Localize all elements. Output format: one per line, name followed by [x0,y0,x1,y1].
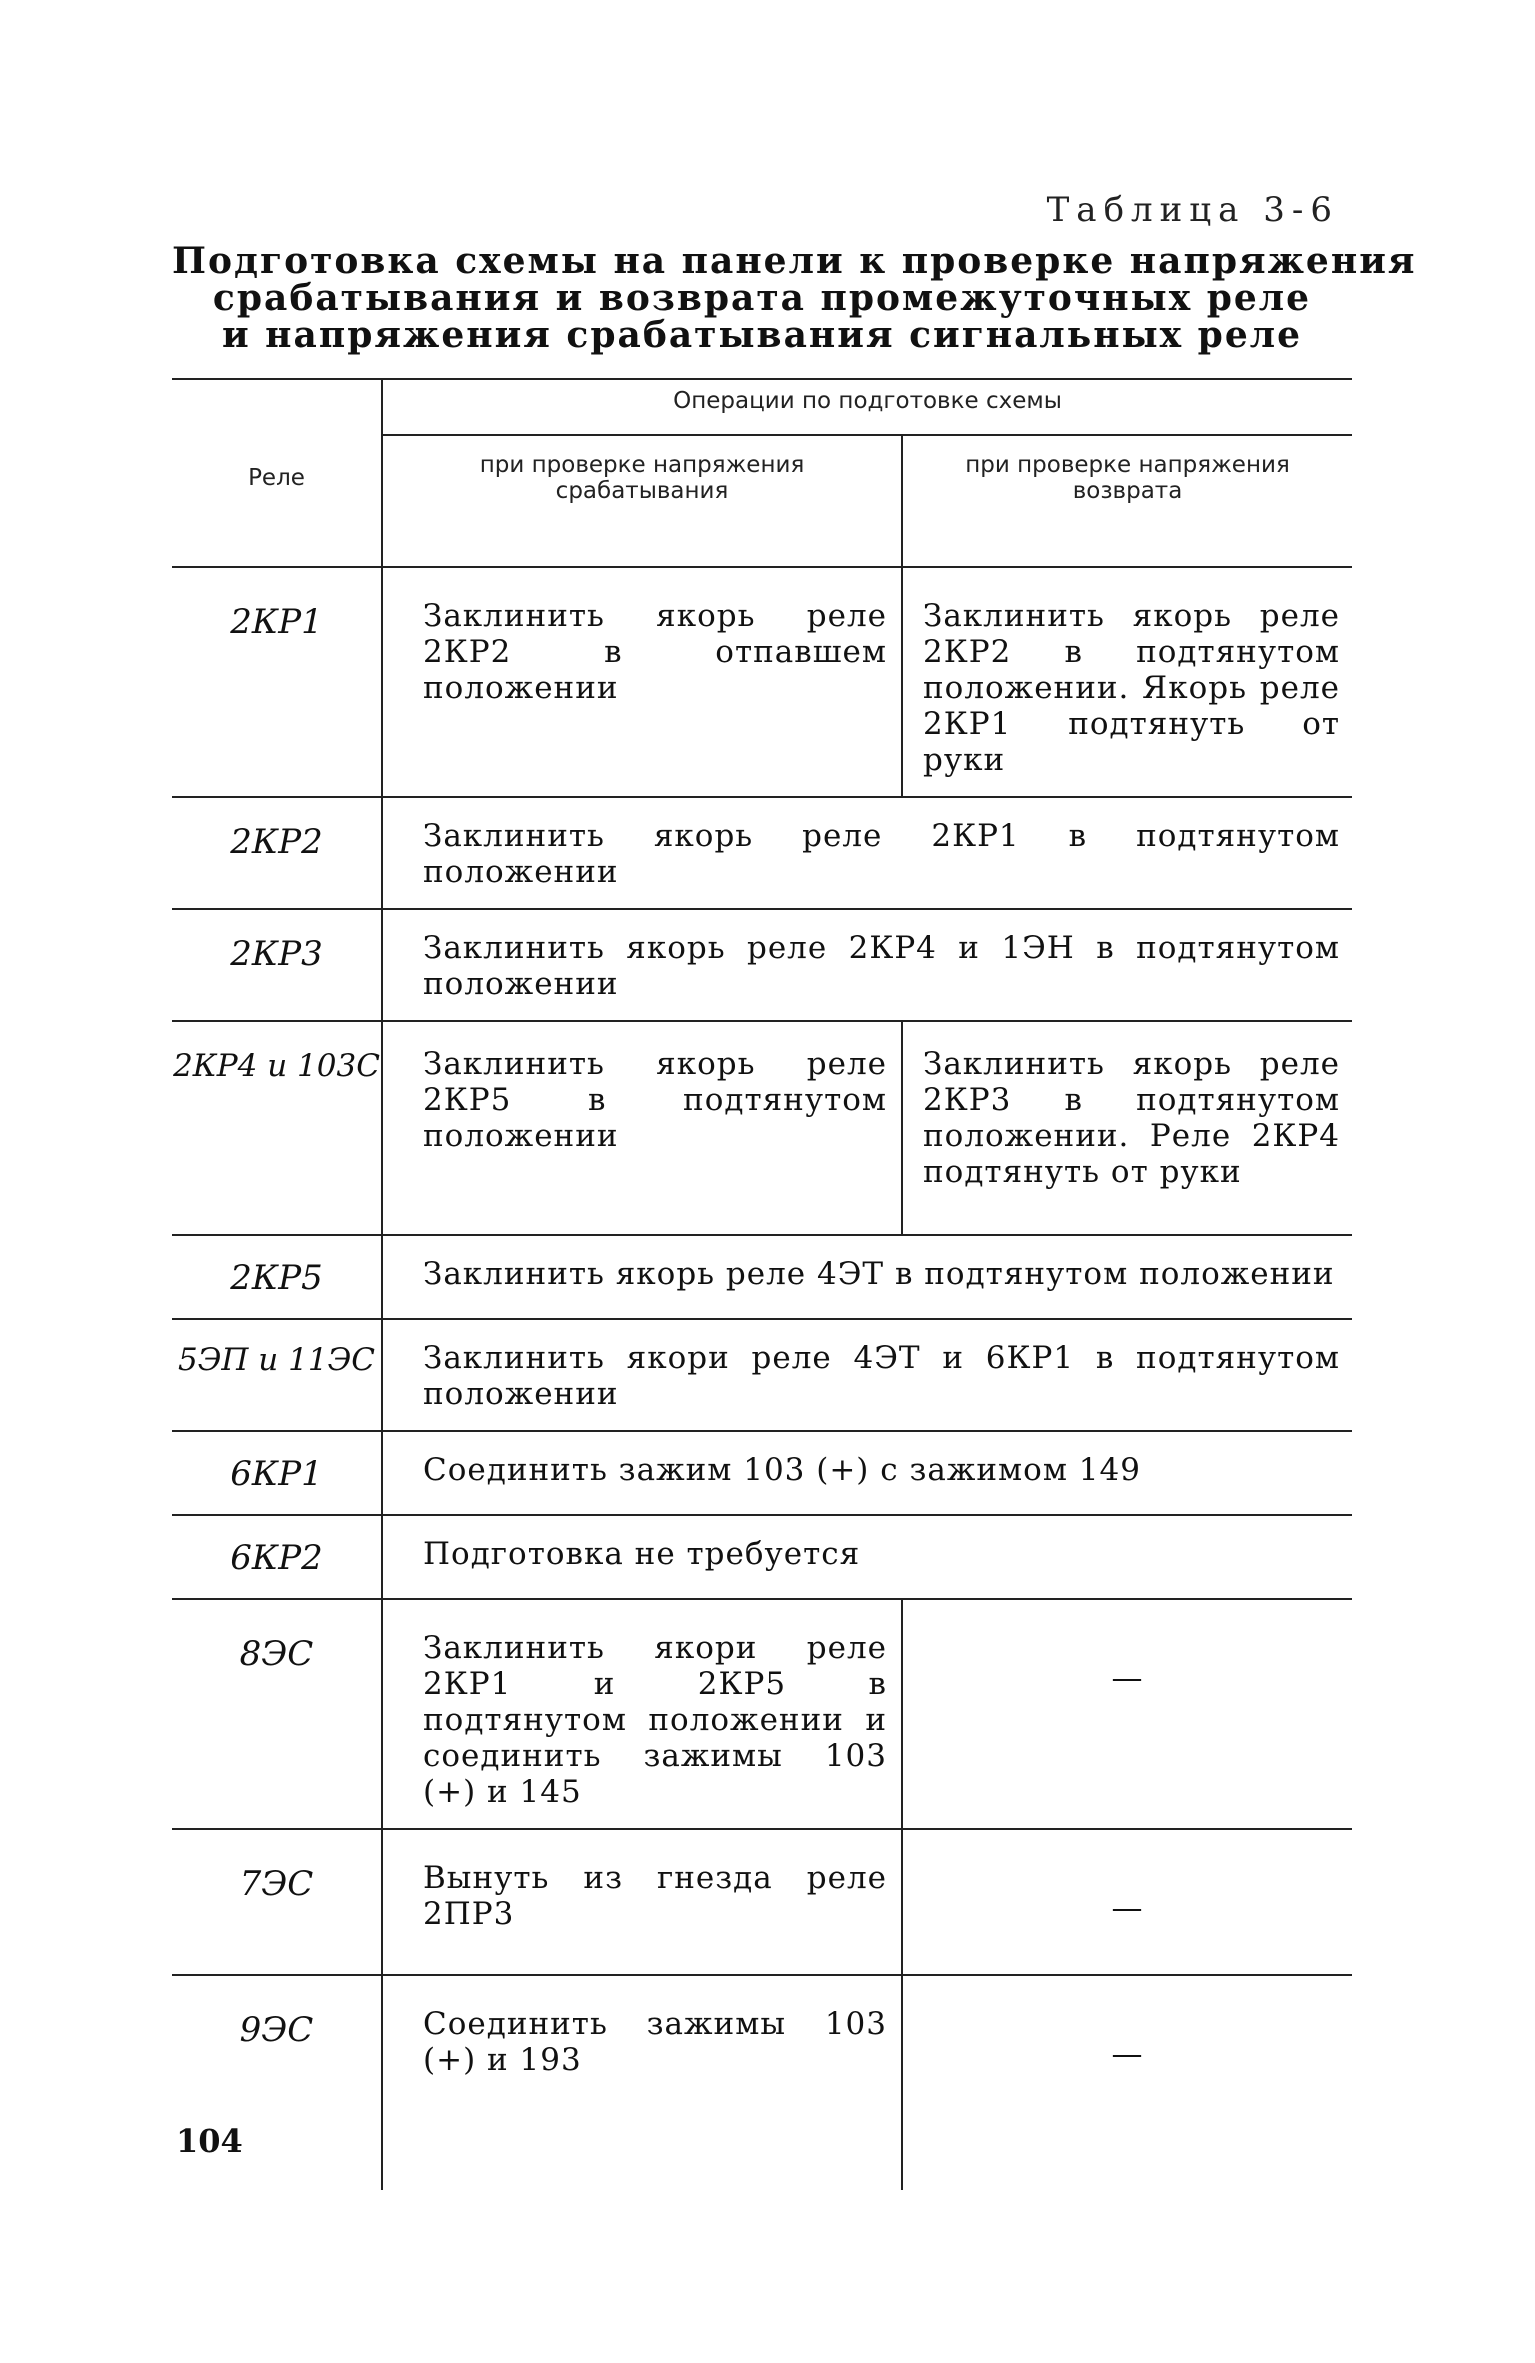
relay-cell: 6КР2 [172,1515,382,1599]
operation-cell: Заклинить якорь реле 2КР1 в подтянутом положении [382,797,1352,909]
header-return: при проверке напряжения возврата [902,435,1352,567]
header-operations: Операции по подготовке схемы [382,379,1352,435]
pickup-cell: Вынуть из гнезда реле 2ПР3 [382,1829,902,1975]
table-row [172,1599,1352,1829]
relay-cell: 2КР2 [172,797,382,909]
relay-cell: 9ЭС [172,1975,382,2190]
relay-cell: 2КР1 [172,567,382,797]
return-cell: — [902,1975,1352,2190]
title-line-1: Подготовка схемы на панели к проверке напряжения [172,240,1417,282]
table-row [172,909,1352,1021]
table-row [172,1431,1352,1515]
relay-cell: 8ЭС [172,1599,382,1829]
operation-cell: Соединить зажим 103 (+) с зажимом 149 [382,1431,1352,1515]
relay-table [172,378,1352,2190]
table-row [172,1829,1352,1975]
page-number: 104 [176,2122,243,2160]
operation-cell: Заклинить якори реле 4ЭТ и 6КР1 в подтянутом положении [382,1319,1352,1431]
relay-cell: 2КР5 [172,1235,382,1319]
table-row [172,1975,1352,2190]
relay-cell: 6КР1 [172,1431,382,1515]
header-pickup: при проверке напряжения срабатывания [382,435,902,567]
table-row [172,797,1352,909]
title-line-2: срабатывания и возврата промежуточных реле [212,277,1312,319]
header-relay: Реле [172,379,382,567]
return-cell: — [902,1599,1352,1829]
table-row [172,1021,1352,1235]
operation-cell: Заклинить якорь реле 2КР4 и 1ЭН в подтянутом положении [382,909,1352,1021]
pickup-cell: Заклинить якорь реле 2КР2 в отпавшем положении [382,567,902,797]
pickup-cell: Заклинить якори реле 2КР1 и 2КР5 в подтянутом положении и соединить зажимы 103 (+) и 145 [382,1599,902,1829]
relay-cell: 7ЭС [172,1829,382,1975]
table-row [172,1319,1352,1431]
return-cell: Заклинить якорь реле 2КР2 в подтянутом положении. Якорь реле 2КР1 подтянуть от руки [902,567,1352,797]
pickup-cell: Заклинить якорь реле 2КР5 в подтянутом положении [382,1021,902,1235]
table-title [172,240,1417,356]
operation-cell: Подготовка не требуется [382,1515,1352,1599]
operation-cell: Заклинить якорь реле 4ЭТ в подтянутом положении [382,1235,1352,1319]
return-cell: — [902,1829,1352,1975]
return-cell: Заклинить якорь реле 2КР3 в подтянутом положении. Реле 2КР4 подтянуть от руки [902,1021,1352,1235]
table-label: Таблица 3-6 [1046,190,1339,230]
relay-cell: 5ЭП и 11ЭС [172,1319,382,1431]
table-row [172,1235,1352,1319]
relay-cell: 2КР3 [172,909,382,1021]
pickup-cell: Соединить зажимы 103 (+) и 193 [382,1975,902,2190]
table-row [172,1515,1352,1599]
table-row [172,567,1352,797]
header-row-top [172,379,1352,435]
title-line-3: и напряжения срабатывания сигнальных реле [221,314,1303,356]
relay-cell: 2КР4 и 103С [172,1021,382,1235]
